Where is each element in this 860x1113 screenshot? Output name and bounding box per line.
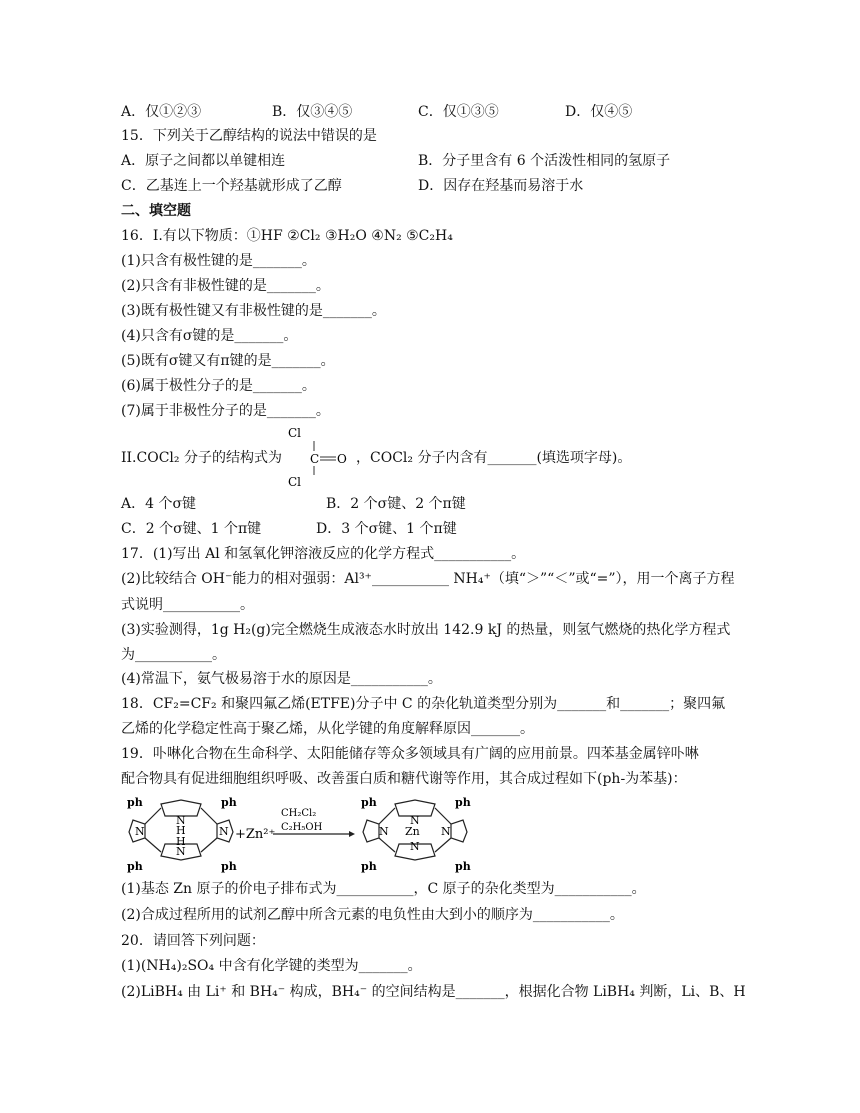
n-label: N (219, 825, 229, 838)
q14-option-c: C．仅①③⑤ (418, 104, 499, 120)
q16-item-4: (4)只含有σ键的是_______。 (121, 328, 298, 344)
ph-label: ph (455, 860, 471, 873)
meso-bond (145, 808, 161, 824)
q16-item-7: (7)属于非极性分子的是_______。 (121, 403, 330, 419)
q16-item-3: (3)既有极性键又有非极性键的是_______。 (121, 303, 386, 319)
q20-line-2: (1)(NH₄)₂SO₄ 中含有化学键的类型为_______。 (121, 958, 422, 974)
ph-label: ph (361, 860, 377, 873)
q17-line-6: (4)常温下，氨气极易溶于水的原因是___________。 (121, 671, 442, 687)
q16-item-2: (2)只含有非极性键的是_______。 (121, 278, 330, 294)
q16-item-5: (5)既有σ键又有π键的是_______。 (121, 353, 335, 369)
ph-label: ph (221, 860, 237, 873)
q20-line-1: 20．请回答下列问题： (121, 933, 265, 949)
pyrrole-ring-left (363, 820, 379, 842)
cocl2-c: C (310, 452, 320, 466)
n-label: N (135, 825, 145, 838)
cocl2-cl-top: Cl (288, 426, 302, 440)
q17-line-5: 为___________。 (121, 647, 226, 663)
n-label: N (441, 825, 451, 838)
q16-option-b: B．2 个σ键、2 个π键 (326, 496, 466, 512)
q14-option-a: A．仅①②③ (121, 104, 202, 120)
q16-part2-suffix: ，COCl₂ 分子内含有_______(填选项字母)。 (356, 450, 632, 466)
n-label: N (176, 814, 186, 827)
n-label: N (379, 825, 389, 838)
q15-option-a: A．原子之间都以单键相连 (121, 153, 286, 169)
q20-line-3: (2)LiBH₄ 由 Li⁺ 和 BH₄⁻ 构成，BH₄⁻ 的空间结构是_______，根据化合物 LiBH₄ 判断，Li、B、H (121, 984, 746, 1000)
q15-option-c: C．乙基连上一个羟基就形成了乙醇 (121, 178, 342, 194)
section-title: 二、填空题 (121, 203, 191, 219)
q17-line-3: 式说明___________。 (121, 597, 254, 613)
porphyrin-reaction-scheme (121, 794, 501, 876)
q17-line-1: 17．(1)写出 Al 和氢氧化钾溶液反应的化学方程式___________。 (121, 546, 526, 562)
q17-line-2: (2)比较结合 OH⁻能力的相对强弱：Al³⁺___________ NH₄⁺（填“＞”“＜”或“=”），用一个离子方程 (121, 571, 735, 587)
free-base-porphyrin (127, 796, 237, 873)
n-label: N (176, 845, 186, 858)
n-label: N (410, 840, 420, 853)
h-label: H (176, 835, 186, 848)
ph-label: ph (361, 796, 377, 809)
q15-stem: 15．下列关于乙醇结构的说法中错误的是 (121, 128, 377, 144)
meso-bond (435, 808, 451, 824)
q16-stem: 16．I.有以下物质：①HF ②Cl₂ ③H₂O ④N₂ ⑤C₂H₄ (121, 228, 453, 244)
q16-option-a: A．4 个σ键 (121, 496, 197, 512)
zn-label: Zn (405, 825, 420, 838)
pyrrole-ring-right (451, 820, 467, 842)
ph-label: ph (127, 796, 143, 809)
q16-option-d: D．3 个σ键、1 个π键 (316, 521, 457, 537)
meso-bond (201, 808, 217, 824)
cocl2-o: O (337, 452, 347, 466)
q17-line-4: (3)实验测得，1g H₂(g)完全燃烧生成液态水时放出 142.9 kJ 的热量，则氢气燃烧的热化学方程式 (121, 622, 731, 638)
meso-bond (145, 838, 161, 852)
cocl2-cl-bottom: Cl (288, 475, 302, 489)
n-label: N (410, 814, 420, 827)
q18-line-2: 乙烯的化学稳定性高于聚乙烯，从化学键的角度解释原因_______。 (121, 721, 534, 737)
q19-line-4: (2)合成过程所用的试剂乙醇中所含元素的电负性由大到小的顺序为___________。 (121, 907, 624, 923)
ph-label: ph (455, 796, 471, 809)
ph-label: ph (127, 860, 143, 873)
arrow-head (349, 831, 355, 837)
meso-bond (379, 808, 395, 824)
q14-option-b: B．仅③④⑤ (272, 104, 353, 120)
zinc-porphyrin (361, 796, 471, 873)
q19-line-3: (1)基态 Zn 原子的价电子排布式为___________，C 原子的杂化类型为___________。 (121, 881, 646, 897)
solvent-ethanol: C₂H₅OH (281, 822, 323, 833)
q16-option-c: C．2 个σ键、1 个π键 (121, 521, 262, 537)
solvent-dichloromethane: CH₂Cl₂ (281, 808, 317, 819)
q14-option-d: D．仅④⑤ (565, 104, 633, 120)
q19-line-2: 配合物具有促进细胞组织呼吸、改善蛋白质和糖代谢等作用，其合成过程如下(ph-为苯基)： (121, 771, 687, 787)
meso-bond (201, 838, 217, 852)
q16-item-6: (6)属于极性分子的是_______。 (121, 378, 316, 394)
q16-part2-prefix: II.COCl₂ 分子的结构式为 (121, 450, 282, 466)
q15-option-d: D．因存在羟基而易溶于水 (418, 178, 584, 194)
ph-label: ph (221, 796, 237, 809)
meso-bond (435, 838, 451, 852)
q16-item-1: (1)只含有极性键的是_______。 (121, 253, 316, 269)
cocl2-structure (280, 423, 350, 489)
q15-option-b: B．分子里含有 6 个活泼性相同的氢原子 (418, 153, 671, 169)
zinc-ion-reagent: +Zn²⁺ (235, 827, 276, 842)
meso-bond (379, 838, 395, 852)
q18-line-1: 18．CF₂=CF₂ 和聚四氟乙烯(ETFE)分子中 C 的杂化轨道类型分别为_______和_______；聚四氟 (121, 696, 726, 712)
h-label: H (176, 824, 186, 837)
q19-line-1: 19．卟啉化合物在生命科学、太阳能储存等众多领域具有广阔的应用前景。四苯基金属锌卟啉 (121, 746, 699, 762)
